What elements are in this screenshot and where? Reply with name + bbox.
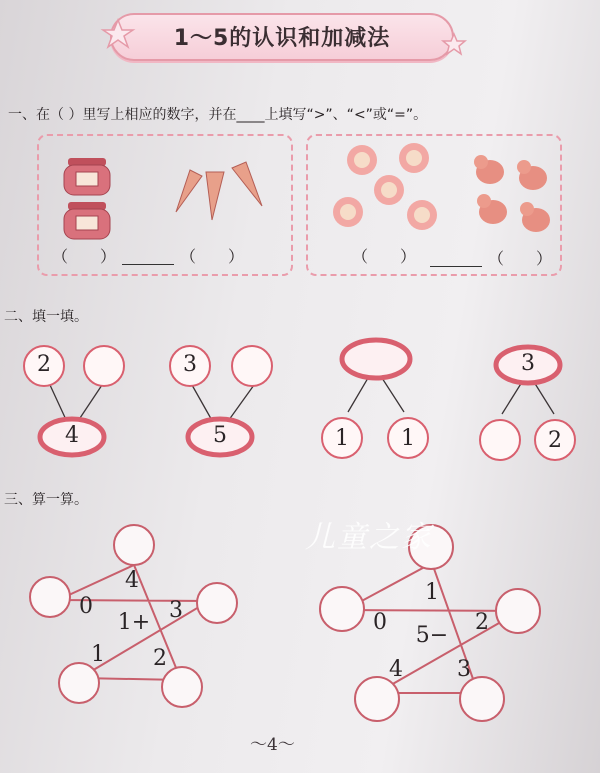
answer-paren[interactable]: （ ） [52,247,117,266]
answer-paren[interactable]: （ ） [352,247,417,266]
g3-bottom-right-number: 1 [401,426,415,451]
star1-bottom-right-number: 2 [153,646,167,671]
page-title: 1～5的认识和加减法 [173,26,391,51]
star1-top-number: 4 [125,568,139,593]
question-3-label: 三、算一算。 [4,492,88,508]
g2-bottom-number: 5 [213,423,227,448]
star2-right-number: 2 [475,610,489,635]
question-2-label: 二、填一填。 [4,309,88,325]
watermark-text: 儿童之家 [305,520,433,555]
star-answer-circle[interactable] [114,525,154,565]
star-answer-circle[interactable] [197,583,237,623]
star1-left-number: 0 [79,594,93,619]
star2-left-number: 0 [373,610,387,635]
star-answer-circle[interactable] [30,577,70,617]
g2-top-left-number: 3 [183,352,197,377]
star2-bottom-left-number: 4 [389,657,403,682]
star2-bottom-right-number: 3 [457,657,471,682]
g4-top-number: 3 [521,351,535,376]
g4-bottom-right-number: 2 [548,428,562,453]
star1-bottom-left-number: 1 [91,642,105,667]
g1-top-left-number: 2 [37,352,51,377]
star1-center-operator: 1+ [117,610,151,635]
answer-paren[interactable]: （ ） [180,247,245,266]
star-answer-circle[interactable] [320,587,364,631]
star1-right-number: 3 [169,598,183,623]
answer-paren[interactable]: （ ） [488,249,553,268]
g1-bottom-number: 4 [65,423,79,448]
star2-top-number: 1 [425,580,439,605]
star-answer-circle[interactable] [460,677,504,721]
star-answer-circle[interactable] [59,663,99,703]
star-answer-circle[interactable] [162,667,202,707]
star2-center-operator: 5− [415,623,449,648]
star-answer-circle[interactable] [355,677,399,721]
question-1-label: 一、在（ ）里写上相应的数字，并在____上填写“>”、“<”或“=”。 [8,107,428,123]
star-answer-circle[interactable] [496,589,540,633]
page-number: ～4～ [250,735,295,755]
g3-bottom-left-number: 1 [335,426,349,451]
